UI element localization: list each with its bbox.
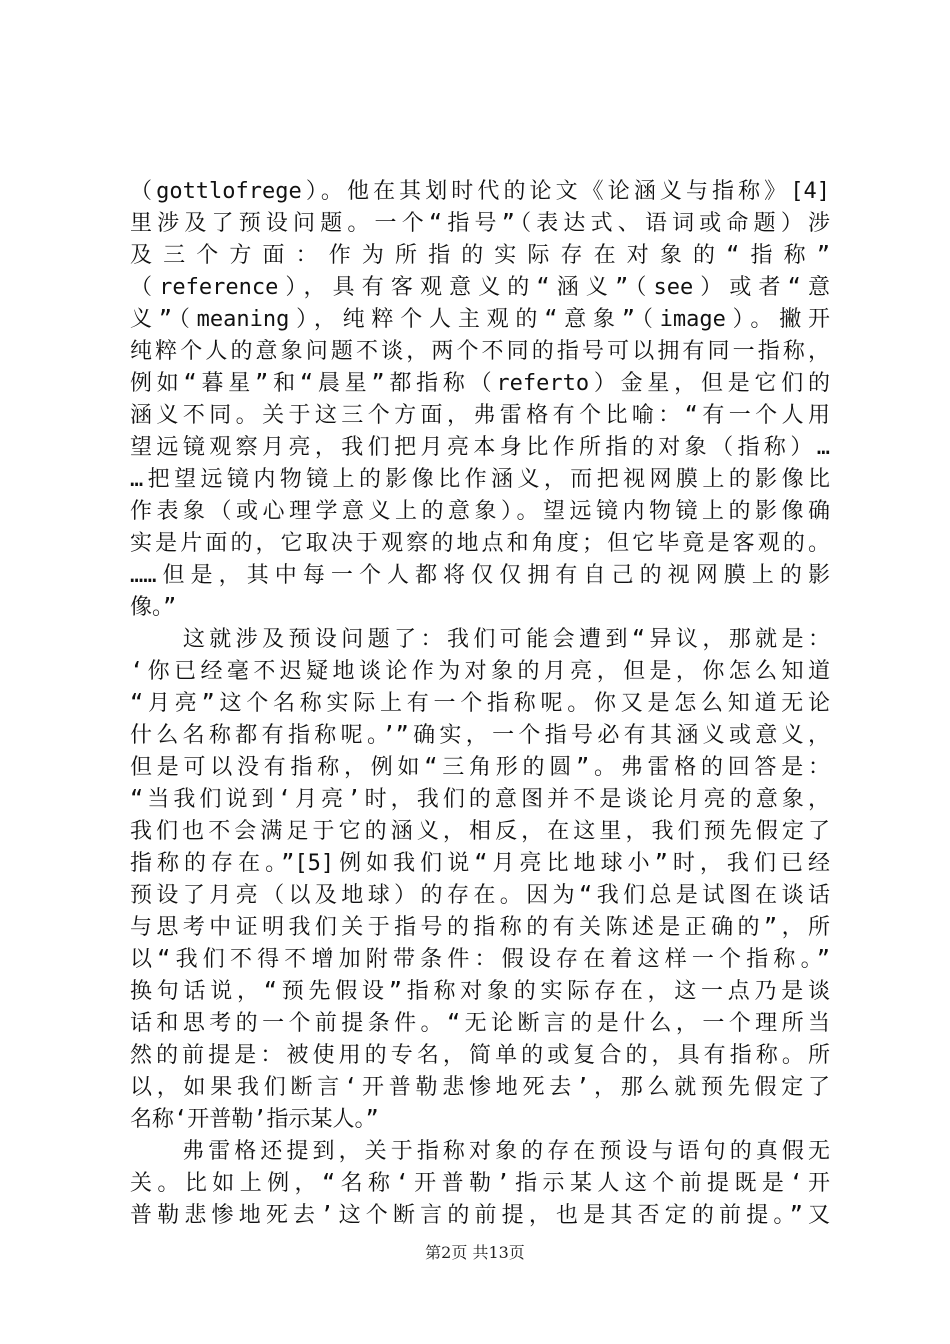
text-line: 但是可以没有指称，例如“三角形的圆”。弗雷格的回答是： [130,755,830,780]
text-line: ‘你已经毫不迟疑地谈论作为对象的月亮，但是，你怎么知道 [130,659,830,684]
text-line: 义”（meaning），纯粹个人主观的“意象”（image）。撇开 [130,307,830,332]
text-line: 里涉及了预设问题。一个“指号”（表达式、语词或命题）涉 [130,211,830,236]
text-line: 作表象（或心理学意义上的意象）。望远镜内物镜上的影像确 [130,499,830,524]
text-line: 关。比如上例，“名称‘开普勒’指示某人这个前提既是‘开 [130,1171,830,1196]
text-line: 以“我们不得不增加附带条件：假设存在着这样一个指称。” [130,947,830,972]
text-line: 及三个方面：作为所指的实际存在对象的“指称” [130,243,830,268]
text-line: 换句话说，“预先假设”指称对象的实际存在，这一点乃是谈 [130,979,830,1004]
text-line: 涵义不同。关于这三个方面，弗雷格有个比喻：“有一个人用 [130,403,830,428]
text-line: 我们也不会满足于它的涵义，相反，在这里，我们预先假定了 [130,819,830,844]
text-line: 预设了月亮（以及地球）的存在。因为“我们总是试图在谈话 [130,883,830,908]
text-line: 指称的存在。”[5]例如我们说“月亮比地球小”时，我们已经 [130,851,830,876]
text-line: 名称‘开普勒’指示某人。” [130,1107,379,1132]
text-line: “当我们说到‘月亮’时，我们的意图并不是谈论月亮的意象， [130,787,830,812]
text-line: 什么名称都有指称呢。’”确实，一个指号必有其涵义或意义， [130,723,830,748]
text-line: 然的前提是：被使用的专名，简单的或复合的，具有指称。所 [130,1043,830,1068]
text-line: “月亮”这个名称实际上有一个指称呢。你又是怎么知道无论 [130,691,830,716]
text-line: …把望远镜内物镜上的影像比作涵义，而把视网膜上的影像比 [130,467,830,492]
text-line: 以，如果我们断言‘开普勒悲惨地死去’，那么就预先假定了 [130,1075,830,1100]
text-line: 纯粹个人的意象问题不谈，两个不同的指号可以拥有同一指称， [130,339,830,364]
text-line: 望远镜观察月亮，我们把月亮本身比作所指的对象（指称）… [130,435,830,460]
text-line: 实是片面的，它取决于观察的地点和角度；但它毕竟是客观的。 [130,531,830,556]
text-line: 这就涉及预设问题了：我们可能会遭到“异议，那就是： [130,627,830,652]
text-line: 像。” [130,595,177,620]
text-line: 弗雷格还提到，关于指称对象的存在预设与语句的真假无 [130,1139,830,1164]
text-line: 话和思考的一个前提条件。“无论断言的是什么，一个理所当 [130,1011,830,1036]
text-line: 普勒悲惨地死去’这个断言的前提，也是其否定的前提。”又 [130,1203,830,1228]
text-line: ……但是，其中每一个人都将仅仅拥有自己的视网膜上的影 [130,563,830,588]
page-footer: 第2页 共13页 [425,1243,525,1262]
body-text [130,176,830,1232]
text-line: 例如“暮星”和“晨星”都指称（referto）金星，但是它们的 [130,371,830,396]
text-line: （gottlofrege）。他在其划时代的论文《论涵义与指称》[4] [130,179,830,204]
text-line: 与思考中证明我们关于指号的指称的有关陈述是正确的”，所 [130,915,830,940]
text-line: （reference），具有客观意义的“涵义”（see）或者“意 [130,275,830,300]
